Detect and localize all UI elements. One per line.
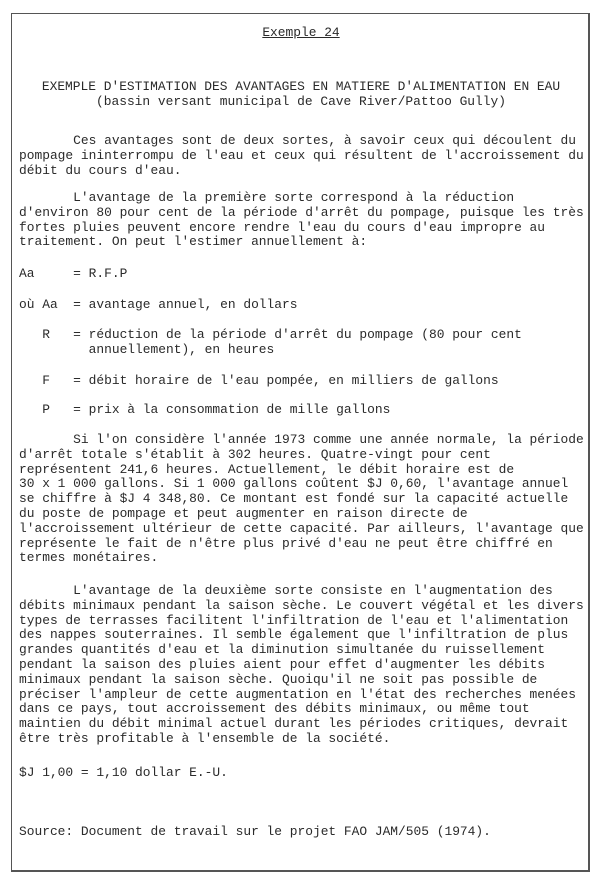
text-line: traitement. On peut l'estimer annuellement à: [19, 234, 368, 250]
text-line: pompage ininterrompu de l'eau et ceux qui résultent de l'accroissement du [19, 147, 584, 163]
definition-r [19, 328, 522, 358]
text-line: être très profitable à l'ensemble de la société. [19, 730, 391, 746]
example-heading: Exemple 24 [262, 25, 340, 40]
text-line: des nappes souterraines. Il semble également que l'infiltration de plus [19, 627, 569, 643]
text-line: d'environ 80 pour cent de la période d'arrêt du pompage, puisque les très [19, 204, 584, 220]
text-line: Ces avantages sont de deux sortes, à savoir ceux qui découlent du [19, 133, 576, 148]
definition-f: F = débit horaire de l'eau pompée, en milliers de gallons [19, 373, 499, 388]
text-line: L'avantage de la première sorte correspond à la réduction [19, 190, 515, 205]
text-line: R = réduction de la période d'arrêt du pompage (80 pour cent [19, 327, 522, 342]
text-line: représente le fait de n'être plus privé d'eau ne peut être chiffré en [19, 535, 553, 551]
title-line: EXEMPLE D'ESTIMATION DES AVANTAGES EN MATIERE D'ALIMENTATION EN EAU [41, 79, 561, 94]
text-line: débits minimaux pendant la saison sèche. Le couvert végétal et les divers [19, 597, 584, 613]
paragraph-1 [19, 134, 584, 178]
paragraph-4 [19, 584, 584, 747]
text-line: d'arrêt totale s'établit à 302 heures. Quatre-vingt pour cent [19, 446, 491, 462]
definition-aa: où Aa = avantage annuel, en dollars [19, 297, 298, 312]
definition-p: P = prix à la consommation de mille gallons [19, 402, 391, 417]
paragraph-3 [19, 433, 584, 566]
text-line: préciser l'ampleur de cette augmentation en l'état des recherches menées [19, 686, 576, 702]
text-line: Si l'on considère l'année 1973 comme une année normale, la période [19, 432, 584, 447]
exchange-rate-note: $J 1,00 = 1,10 dollar E.-U. [19, 765, 228, 780]
text-line: pendant la saison des pluies aient pour effet d'augmenter les débits [19, 656, 546, 672]
text-line: maintien du débit minimal actuel durant les périodes critiques, devrait [19, 716, 569, 732]
text-line: 30 x 1 000 gallons. Si 1 000 gallons coûtent $J 0,60, l'avantage annuel [19, 476, 569, 492]
text-line: fortes pluies peuvent encore rendre l'eau du cours d'eau impropre au [19, 219, 546, 235]
subtitle-line: (bassin versant municipal de Cave River/Pattoo Gully) [96, 93, 506, 109]
formula: Aa = R.F.P [19, 266, 128, 281]
text-line: L'avantage de la deuxième sorte consiste en l'augmentation des [19, 583, 553, 598]
text-line: minimaux pendant la saison sèche. Quoiqu'il ne soit pas possible de [19, 671, 538, 687]
text-line: grandes quantités d'eau et la diminution simultanée du ruissellement [19, 642, 546, 658]
document-title [11, 80, 591, 110]
text-line: types de terrasses facilitent l'infiltration de l'eau et l'alimentation [19, 612, 569, 628]
text-line: se chiffre à $J 4 348,80. Ce montant est fondé sur la capacité actuelle [19, 491, 569, 507]
text-line: dans ce pays, tout accroissement des débits minimaux, ou même tout [19, 701, 530, 717]
text-line: termes monétaires. [19, 550, 159, 566]
source-note: Source: Document de travail sur le projet FAO JAM/505 (1974). [19, 824, 491, 839]
paragraph-2 [19, 191, 584, 250]
text-line: du poste de pompage et peut augmenter en raison directe de [19, 505, 468, 521]
text-line: représentent 241,6 heures. Actuellement, le débit horaire est de [19, 461, 515, 477]
text-line: débit du cours d'eau. [19, 162, 182, 178]
text-line: l'accroissement ultérieur de cette capacité. Par ailleurs, l'avantage que [19, 520, 584, 536]
text-line: annuellement), en heures [19, 341, 275, 357]
